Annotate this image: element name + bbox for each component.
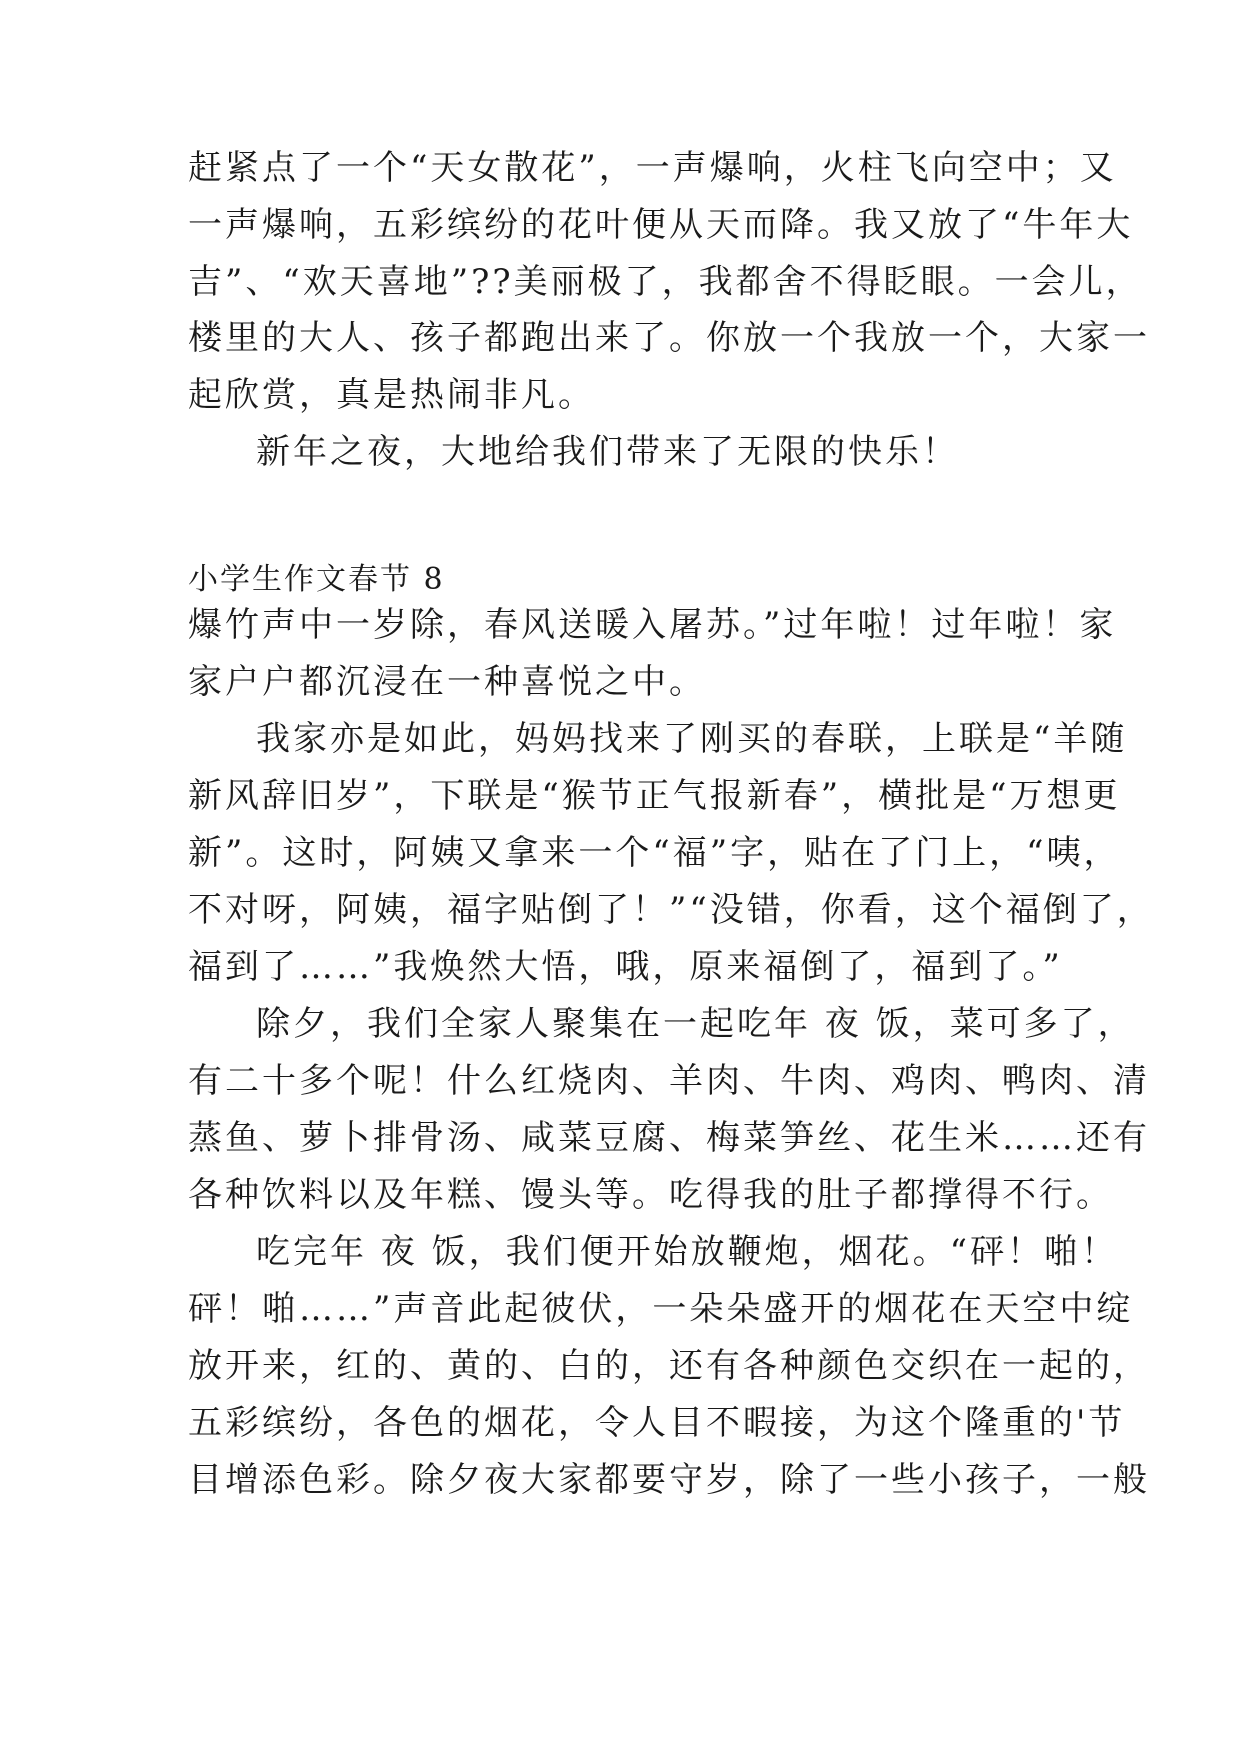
paragraph-start-line: 新年之夜，大地给我们带来了无限的快乐！ (256, 432, 959, 472)
text-line: 福到了……”我焕然大悟，哦，原来福倒了，福到了。” (188, 947, 1063, 987)
text-line: 砰！啪……”声音此起彼伏，一朵朵盛开的烟花在天空中绽 (188, 1289, 1134, 1329)
text-line: 不对呀，阿姨，福字贴倒了！”“没错，你看，这个福倒了， (188, 890, 1154, 930)
text-line: 爆竹声中一岁除，春风送暖入屠苏。”过年啦！过年啦！家 (188, 605, 1117, 645)
text-line: 起欣赏，真是热闹非凡。 (188, 375, 595, 415)
text-line: 放开来，红的、黄的、白的，还有各种颜色交织在一起的， (188, 1346, 1150, 1386)
text-line: 目增添色彩。除夕夜大家都要守岁，除了一些小孩子，一般 (188, 1460, 1150, 1500)
text-line: 各种饮料以及年糕、馒头等。吃得我的肚子都撑得不行。 (188, 1175, 1113, 1215)
paragraph-start-line: 除夕，我们全家人聚集在一起吃年 夜 饭，菜可多了， (256, 1004, 1135, 1044)
text-line: 新风辞旧岁”，下联是“猴节正气报新春”，横批是“万想更 (188, 776, 1121, 816)
text-line: 家户户都沉浸在一种喜悦之中。 (188, 662, 706, 702)
text-line: 有二十多个呢！什么红烧肉、羊肉、牛肉、鸡肉、鸭肉、清 (188, 1061, 1150, 1101)
text-line: 新”。这时，阿姨又拿来一个“福”字，贴在了门上，“咦， (188, 833, 1121, 873)
text-line: 五彩缤纷，各色的烟花，令人目不暇接，为这个隆重的'节 (188, 1403, 1126, 1443)
paragraph-start-line: 吃完年 夜 饭，我们便开始放鞭炮，烟花。“砰！啪！ (256, 1232, 1118, 1272)
text-line: 赶紧点了一个“天女散花”，一声爆响，火柱飞向空中；又 (188, 148, 1117, 188)
section-title: 小学生作文春节 8 (188, 562, 445, 597)
text-line: 蒸鱼、萝卜排骨汤、咸菜豆腐、梅菜笋丝、花生米……还有 (188, 1118, 1150, 1158)
text-line: 吉”、“欢天喜地”??美丽极了，我都舍不得眨眼。一会儿， (188, 262, 1143, 302)
text-line: 楼里的大人、孩子都跑出来了。你放一个我放一个，大家一 (188, 318, 1150, 358)
paragraph-start-line: 我家亦是如此，妈妈找来了刚买的春联，上联是“羊随 (256, 719, 1128, 759)
text-line: 一声爆响，五彩缤纷的花叶便从天而降。我又放了“牛年大 (188, 205, 1134, 245)
